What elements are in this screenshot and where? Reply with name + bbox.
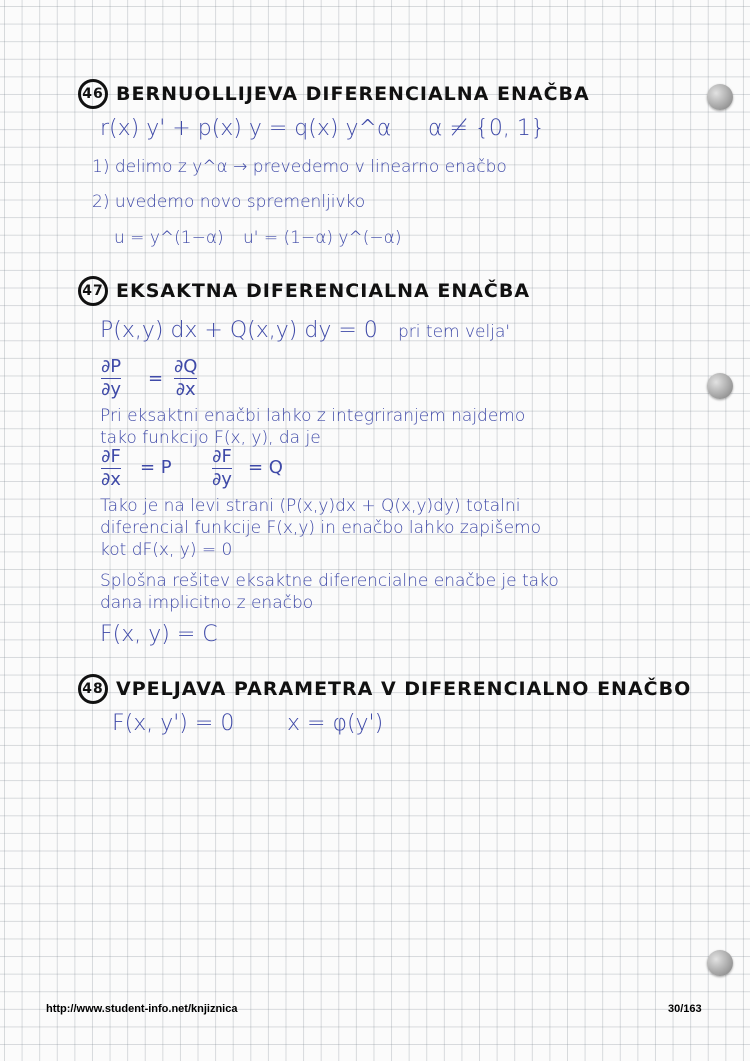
binder-hole-top [707,84,733,110]
exact-equation: P(x,y) dx + Q(x,y) dy = 0 [100,318,378,343]
fraction-numerator: ∂F [101,446,121,467]
binder-hole-bottom [707,950,733,976]
bernoulli-step-1: 1) delimo z y^α → prevedemo v linearno enačbo [92,157,507,177]
bernoulli-equation: r(x) y' + p(x) y = q(x) y^α [100,116,392,141]
parameter-substitution: x = φ(y') [287,711,384,736]
equals-q: = Q [248,457,283,478]
bernoulli-condition: α ≠ {0, 1} [428,116,545,141]
section-47-heading [78,276,530,306]
fraction-denominator: ∂y [101,379,122,400]
exact-paragraph-1-line-1: Pri eksaktni enačbi lahko z integriranjem najdemo [100,406,526,426]
page-number: 30/163 [668,1003,702,1015]
footer-url: http://www.student-info.net/knjiznica [46,1003,238,1015]
fraction-df-dy [212,447,232,490]
exact-paragraph-3-line-2: dana implicitno z enačbo [100,593,314,613]
section-46-heading [78,79,590,109]
parameter-equation: F(x, y') = 0 [112,711,235,736]
fraction-denominator: ∂y [212,469,232,490]
fraction-dp-dy [101,357,121,400]
fraction-dq-dx [174,357,197,400]
fraction-numerator: ∂Q [174,356,198,377]
section-number: 46 [78,79,108,109]
equals-sign: = [148,368,164,389]
exact-paragraph-1-line-2: tako funkcijo F(x, y), da je [100,428,321,448]
exact-paragraph-3-line-1: Splošna rešitev eksaktne diferencialne enačbe je tako [100,571,559,591]
fraction-numerator: ∂F [212,446,232,467]
bernoulli-derivative: u' = (1−α) y^(−α) [243,228,402,248]
fraction-denominator: ∂x [101,469,121,490]
exact-paragraph-2-line-1: Tako je na levi strani (P(x,y)dx + Q(x,y)dy) totalni [100,496,521,516]
bernoulli-step-2: 2) uvedemo novo spremenljivko [92,192,366,212]
bernoulli-substitution: u = y^(1−α) [114,228,224,248]
exact-paragraph-2-line-2: diferencial funkcije F(x,y) in enačbo lahko zapišemo [100,518,542,538]
section-48-heading [78,674,691,704]
exact-general-solution: F(x, y) = C [100,622,218,647]
section-number: 47 [78,276,108,306]
equals-p: = P [140,457,172,478]
fraction-df-dx [101,447,121,490]
exact-condition: pri tem velja' [398,322,511,342]
binder-hole-middle [707,373,733,399]
fraction-numerator: ∂P [101,356,122,377]
section-number: 48 [78,674,108,704]
section-title: VPELJAVA PARAMETRA V DIFERENCIALNO ENAČBO [116,678,692,700]
exact-paragraph-2-line-3: kot dF(x, y) = 0 [100,540,233,560]
section-title: BERNUOLLIJEVA DIFERENCIALNA ENAČBA [116,83,590,105]
fraction-denominator: ∂x [175,379,196,400]
section-title: EKSAKTNA DIFERENCIALNA ENAČBA [116,280,531,302]
